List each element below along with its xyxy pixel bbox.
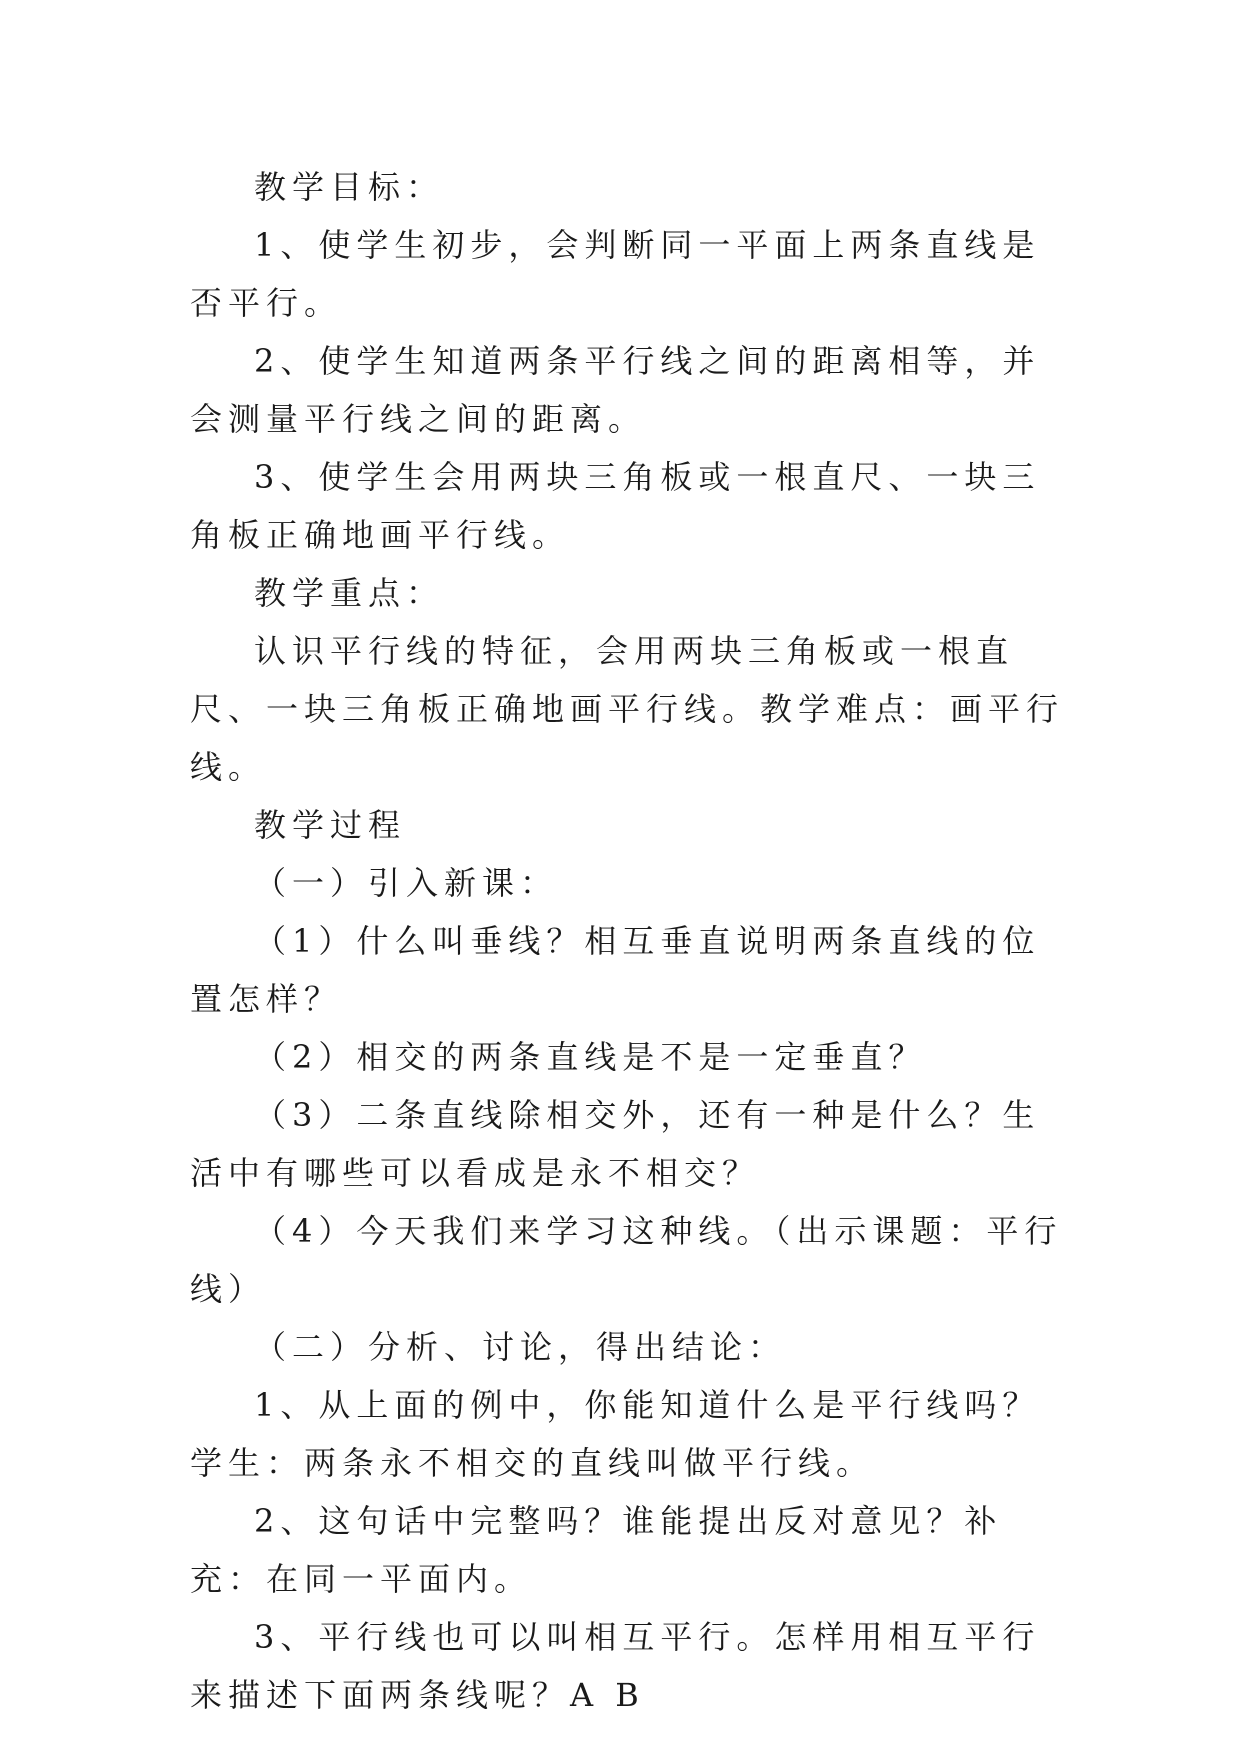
- question-2: （2）相交的两条直线是不是一定垂直？: [254, 1038, 927, 1076]
- heading-teaching-process: 教学过程: [254, 806, 407, 844]
- teaching-focus-text: 认识平行线的特征，会用两块三角板或一根直尺、一块三角板正确地画平行线。教学难点：画平行线。: [190, 632, 1065, 786]
- question-4: （4）今天我们来学习这种线。（出示课题：平行线）: [190, 1212, 1063, 1308]
- objective-1: 1、使学生初步，会判断同一平面上两条直线是否平行。: [190, 226, 1041, 322]
- question-3: （3）二条直线除相交外，还有一种是什么？生活中有哪些可以看成是永不相交？: [190, 1096, 1041, 1192]
- question-1: （1）什么叫垂线？相互垂直说明两条直线的位置怎样？: [190, 922, 1041, 1018]
- heading-teaching-focus: 教学重点：: [254, 574, 445, 612]
- analysis-point-3: 3、平行线也可以叫相互平行。怎样用相互平行来描述下面两条线呢？A B: [190, 1618, 1041, 1714]
- heading-teaching-objectives: 教学目标：: [254, 168, 445, 206]
- analysis-point-2: 2、这句话中完整吗？谁能提出反对意见？补充：在同一平面内。: [190, 1502, 1003, 1598]
- section-analysis: （二）分析、讨论，得出结论：: [254, 1328, 787, 1366]
- objective-2: 2、使学生知道两条平行线之间的距离相等，并会测量平行线之间的距离。: [190, 342, 1041, 438]
- analysis-point-1: 1、从上面的例中，你能知道什么是平行线吗？学生：两条永不相交的直线叫做平行线。: [190, 1386, 1041, 1482]
- document-body: [190, 158, 1070, 1724]
- objective-3: 3、使学生会用两块三角板或一根直尺、一块三角板正确地画平行线。: [190, 458, 1041, 554]
- section-introduction: （一）引入新课：: [254, 864, 559, 902]
